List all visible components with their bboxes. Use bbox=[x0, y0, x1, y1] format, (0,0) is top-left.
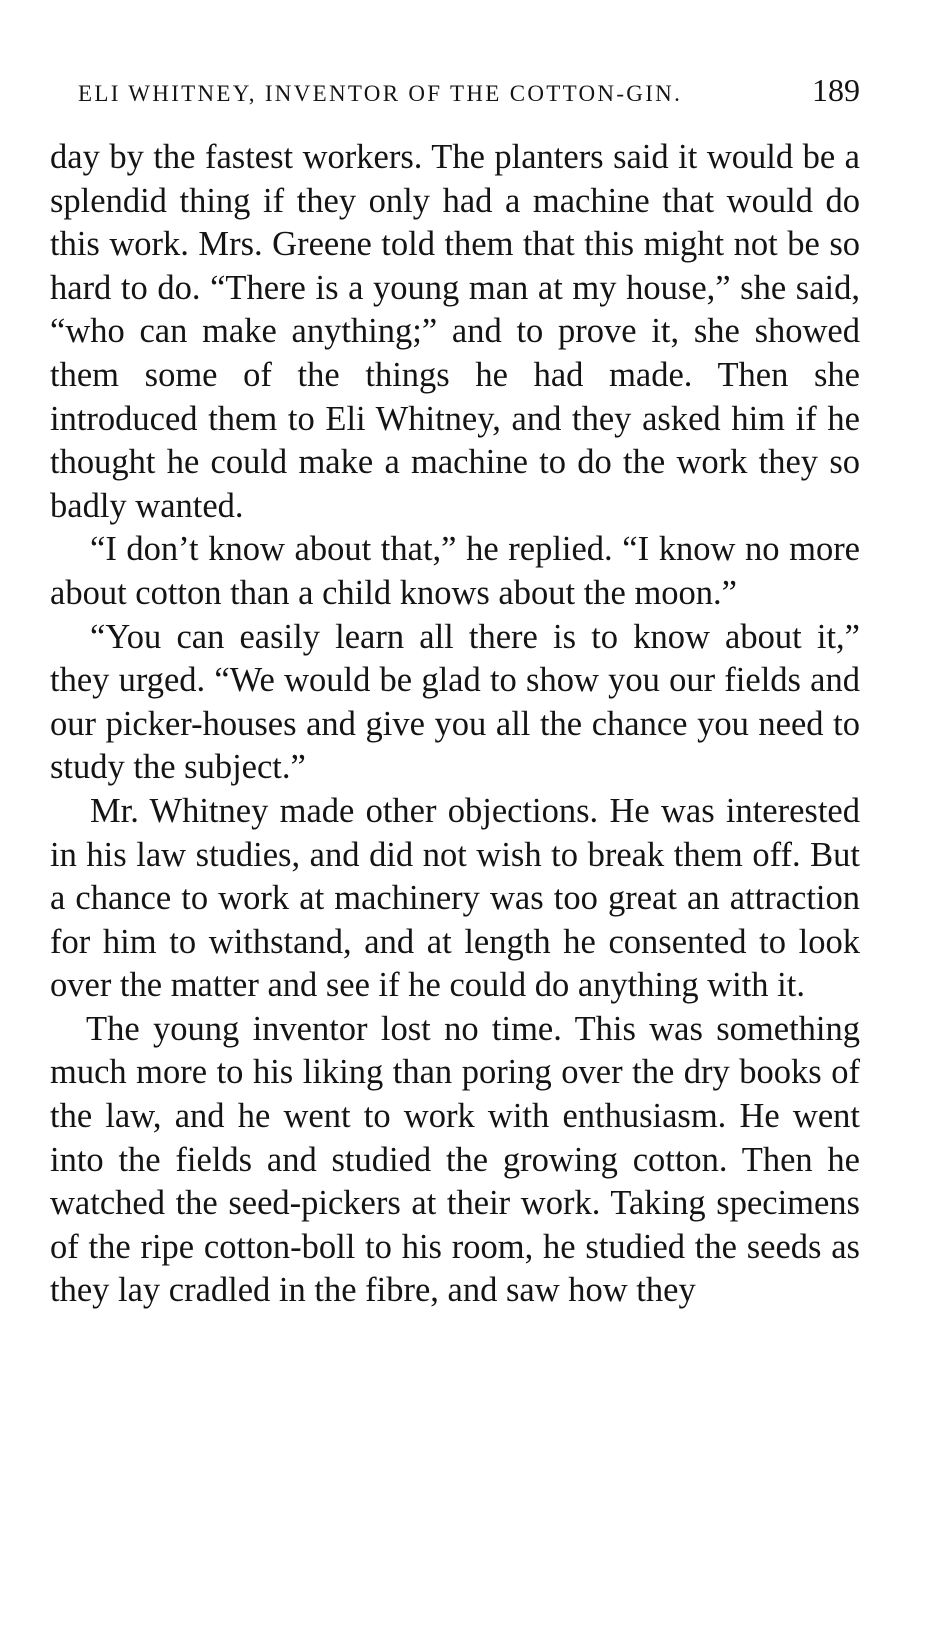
book-page bbox=[50, 72, 860, 1313]
paragraph-3: “You can easily learn all there is to know about it,” they urged. “We would be glad to show you our fields and our picker-houses and give you all the chance you need to study the subject.” bbox=[50, 617, 860, 787]
paragraph-4: Mr. Whitney made other objections. He was interested in his law studies, and did not wish to break them off. But a chance to work at machinery was too great an attraction for him to withstand, and at length he consented to look over the matter and see if he could do anything with it. bbox=[50, 791, 860, 1005]
body-text bbox=[50, 136, 860, 1313]
running-head bbox=[50, 72, 860, 122]
paragraph-2: “I don’t know about that,” he replied. “I know no more about cotton than a child knows about the moon.” bbox=[50, 530, 860, 612]
page-number: 189 bbox=[812, 72, 860, 108]
running-title: ELI WHITNEY, INVENTOR OF THE COTTON-GIN. bbox=[78, 81, 683, 106]
paragraph-1: day by the fastest workers. The planters said it would be a splendid thing if they only had a machine that would do this work. Mrs. Greene told them that this might not be so hard to do. “There is a young man at my house,” she said, “who can make anything;” and to prove it, she showed them some of the things he had made. Then she introduced them to Eli Whitney, and they asked him if he thought he could make a machine to do the work they so badly wanted. bbox=[50, 138, 860, 525]
paragraph-5: The young inventor lost no time. This was something much more to his liking than poring over the dry books of the law, and he went to work with enthusiasm. He went into the fields and studied the growing cotton. Then he watched the seed-pickers at their work. Taking specimens of the ripe cotton-boll to his room, he studied the seeds as they lay cradled in the fibre, and saw how they bbox=[50, 1009, 860, 1310]
